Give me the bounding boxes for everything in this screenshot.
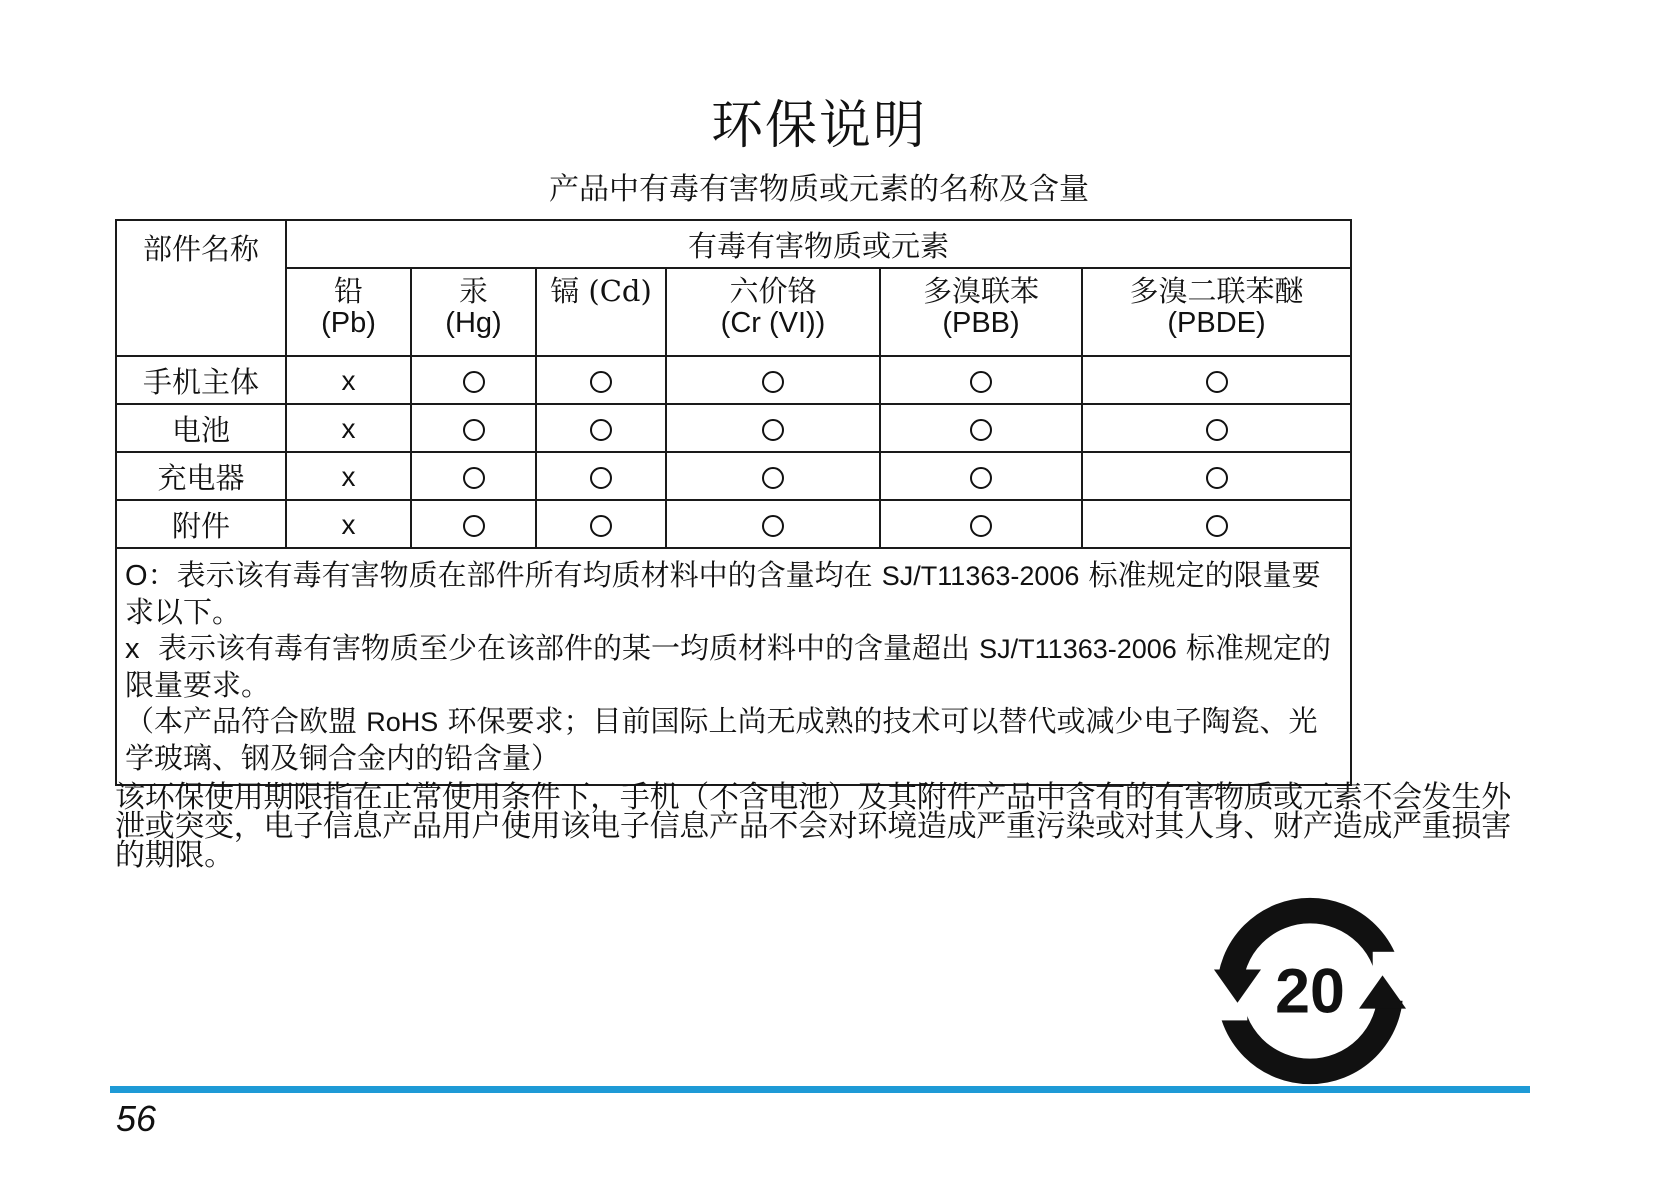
circle-mark-icon bbox=[1206, 515, 1228, 537]
page-number: 56 bbox=[116, 1098, 157, 1139]
compliant-mark bbox=[411, 404, 536, 452]
table-footnote: O：表示该有毒有害物质在部件所有均质材料中的含量均在 SJ/T11363-2006 标准规定的限量要求以下。 x 表示该有毒有害物质至少在该部件的某一均质材料中的含量超出 SJ/T11363-2006 标准规定的限量要求。 （本产品符合欧盟 RoHS 环保要求；目前国际上尚无成熟的技术可以替代或减少电子陶瓷、光学玻璃、钢及铜合金内的铅含量） bbox=[116, 548, 1351, 785]
compliant-mark bbox=[666, 404, 880, 452]
column-header-mercury: 汞 (Hg) bbox=[411, 268, 536, 356]
compliant-mark bbox=[536, 356, 666, 404]
compliant-mark bbox=[411, 500, 536, 548]
compliant-mark bbox=[536, 404, 666, 452]
substance-group-header: 有毒有害物质或元素 bbox=[286, 220, 1351, 268]
circle-mark-icon bbox=[762, 419, 784, 441]
exceeds-mark bbox=[286, 404, 411, 452]
compliant-mark bbox=[411, 356, 536, 404]
cross-mark: x bbox=[341, 509, 356, 540]
compliant-mark bbox=[880, 500, 1082, 548]
compliant-mark bbox=[536, 500, 666, 548]
exceeds-mark bbox=[286, 356, 411, 404]
circle-mark-icon bbox=[762, 515, 784, 537]
compliant-mark bbox=[666, 500, 880, 548]
table-row bbox=[116, 500, 1351, 548]
exceeds-mark bbox=[286, 500, 411, 548]
column-header-lead: 铅 (Pb) bbox=[286, 268, 411, 356]
compliant-mark bbox=[1082, 500, 1351, 548]
exceeds-mark bbox=[286, 452, 411, 500]
circle-mark-icon bbox=[463, 419, 485, 441]
footer-rule bbox=[110, 1086, 1530, 1093]
circle-mark-icon bbox=[970, 467, 992, 489]
table-row bbox=[116, 356, 1351, 404]
part-name-cell: 电池 bbox=[116, 404, 286, 452]
circle-mark-icon bbox=[970, 419, 992, 441]
column-header-pbb: 多溴联苯 (PBB) bbox=[880, 268, 1082, 356]
compliant-mark bbox=[1082, 404, 1351, 452]
compliant-mark bbox=[1082, 452, 1351, 500]
compliant-mark bbox=[880, 356, 1082, 404]
circle-mark-icon bbox=[590, 467, 612, 489]
circle-mark-icon bbox=[590, 371, 612, 393]
circle-mark-icon bbox=[463, 371, 485, 393]
cross-mark: x bbox=[341, 413, 356, 444]
circle-mark-icon bbox=[463, 515, 485, 537]
circle-mark-icon bbox=[1206, 371, 1228, 393]
column-header-hexavalent-chromium: 六价铬 (Cr (VI)) bbox=[666, 268, 880, 356]
circle-mark-icon bbox=[1206, 467, 1228, 489]
circle-mark-icon bbox=[590, 515, 612, 537]
table-row bbox=[116, 452, 1351, 500]
compliant-mark bbox=[880, 404, 1082, 452]
cross-mark: x bbox=[341, 365, 356, 396]
circle-mark-icon bbox=[970, 515, 992, 537]
compliant-mark bbox=[880, 452, 1082, 500]
compliant-mark bbox=[1082, 356, 1351, 404]
circle-mark-icon bbox=[762, 371, 784, 393]
circle-mark-icon bbox=[463, 467, 485, 489]
column-header-pbde: 多溴二联苯醚 (PBDE) bbox=[1082, 268, 1351, 356]
use-period-statement: 该环保使用期限指在正常使用条件下，手机（不含电池）及其附件产品中含有的有害物质或元素不会发生外泄或突变，电子信息产品用户使用该电子信息产品不会对环境造成严重污染或对其人身、财产造成严重损害的期限。 bbox=[115, 780, 1511, 873]
circle-mark-icon bbox=[1206, 419, 1228, 441]
circle-mark-icon bbox=[970, 371, 992, 393]
cross-mark: x bbox=[341, 461, 356, 492]
table-body bbox=[116, 356, 1351, 548]
part-name-header: 部件名称 bbox=[116, 220, 286, 356]
compliant-mark bbox=[411, 452, 536, 500]
environment-protection-use-period-icon bbox=[1212, 893, 1408, 1089]
compliant-mark bbox=[536, 452, 666, 500]
circle-mark-icon bbox=[590, 419, 612, 441]
part-name-cell: 手机主体 bbox=[116, 356, 286, 404]
part-name-cell: 充电器 bbox=[116, 452, 286, 500]
page-title: 环保说明 bbox=[710, 96, 927, 156]
logo-number: 20 bbox=[1275, 956, 1345, 1027]
compliant-mark bbox=[666, 452, 880, 500]
column-header-cadmium: 镉 (Cd) bbox=[536, 268, 666, 356]
table-caption: 产品中有毒有害物质或元素的名称及含量 bbox=[549, 172, 1089, 207]
part-name-cell: 附件 bbox=[116, 500, 286, 548]
hazardous-substance-table bbox=[115, 219, 1352, 786]
table-row bbox=[116, 404, 1351, 452]
circle-mark-icon bbox=[762, 467, 784, 489]
compliant-mark bbox=[666, 356, 880, 404]
